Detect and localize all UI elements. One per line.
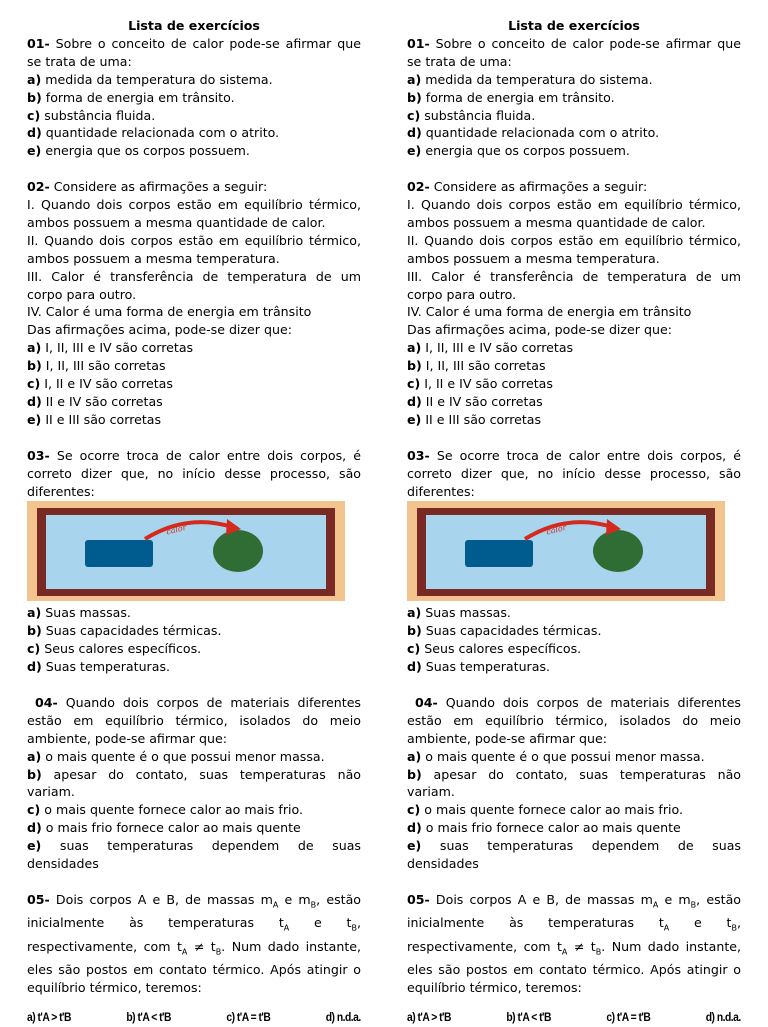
q2-option-a-letter: a) xyxy=(27,340,42,356)
q1-stem-copy: Sobre o conceito de calor pode-se afirmar que se trata de uma: xyxy=(407,35,741,69)
q4-option-c-copy: o mais quente fornece calor ao mais frio. xyxy=(420,802,683,818)
q2-option-d-letter-copy: d) xyxy=(407,394,422,410)
heat-label: calor xyxy=(165,523,188,537)
q4-option-a-letter: a) xyxy=(27,748,42,764)
q5-stem-5: , respectivamente, com t xyxy=(27,915,361,954)
heat-arrow-icon xyxy=(27,501,345,601)
q5-sub-a: A xyxy=(272,900,279,910)
heat-arrow-icon-copy xyxy=(407,501,725,601)
q3-option-a-copy: Suas massas. xyxy=(421,605,511,621)
q5-sub-a2-copy: A xyxy=(663,923,670,933)
q3-option-a-letter: a) xyxy=(27,605,42,621)
q2-stem: Considere as afirmações a seguir: xyxy=(49,179,268,195)
q3-option-d: Suas temperaturas. xyxy=(41,659,171,675)
q1-option-a: medida da temperatura do sistema. xyxy=(41,71,273,87)
q1-option-c-letter: c) xyxy=(27,107,41,123)
q4-number-copy: 04- xyxy=(414,694,438,710)
q5-sub-b2: B xyxy=(351,923,357,933)
q3-option-a-letter-copy: a) xyxy=(407,605,422,621)
q5-answer-b: b) t'A < t'B xyxy=(126,1009,171,1024)
q4-option-c-letter: c) xyxy=(27,802,41,818)
q2-option-c-letter-copy: c) xyxy=(407,376,421,392)
heat-transfer-figure-copy xyxy=(407,501,725,601)
q3-number: 03- xyxy=(27,447,50,463)
q1-option-c-letter-copy: c) xyxy=(407,107,421,123)
q3-option-c-letter-copy: c) xyxy=(407,641,421,657)
q4-option-e: suas temperaturas dependem de suas densidades xyxy=(27,838,361,872)
q1-option-a-letter-copy: a) xyxy=(407,71,422,87)
q5-sub-a3: A xyxy=(181,947,188,957)
q1-option-e-letter: e) xyxy=(27,143,42,159)
q5-answer-c: c) t'A = t'B xyxy=(226,1009,271,1024)
q2-statement-4-copy: IV. Calor é uma forma de energia em trânsito xyxy=(407,304,692,320)
q1-option-b-copy: forma de energia em trânsito. xyxy=(421,89,615,105)
q4-option-e-letter-copy: e) xyxy=(407,838,422,854)
q2-option-a-letter-copy: a) xyxy=(407,340,422,356)
q4-option-b-letter: b) xyxy=(27,766,42,782)
question-1-copy xyxy=(407,35,741,160)
q5-stem-3-copy: , estão inicialmente às temperaturas t xyxy=(407,891,741,931)
q1-option-e-copy: energia que os corpos possuem. xyxy=(421,143,630,159)
q3-option-a: Suas massas. xyxy=(41,605,131,621)
q4-option-d: o mais frio fornece calor ao mais quente xyxy=(41,820,301,836)
q2-statement-2: II. Quando dois corpos estão em equilíbrio térmico, ambos possuem a mesma temperatura. xyxy=(27,232,361,266)
q5-sub-a3-copy: A xyxy=(561,947,568,957)
q3-option-b-copy: Suas capacidades térmicas. xyxy=(421,623,602,639)
q5-sub-b2-copy: B xyxy=(731,923,737,933)
q5-sub-a-copy: A xyxy=(652,900,659,910)
q2-option-b: I, II, III são corretas xyxy=(41,358,166,374)
q5-answer-a: a) t'A > t'B xyxy=(27,1009,71,1024)
q5-number-copy: 05- xyxy=(407,891,430,907)
q4-option-d-letter-copy: d) xyxy=(407,820,422,836)
q1-option-e: energia que os corpos possuem. xyxy=(41,143,250,159)
q5-stem-6-copy: ≠ t xyxy=(567,938,596,954)
q1-option-e-letter-copy: e) xyxy=(407,143,422,159)
q5-stem-1: Dois corpos A e B, de massas m xyxy=(49,891,273,907)
q1-stem: Sobre o conceito de calor pode-se afirmar que se trata de uma: xyxy=(27,35,361,69)
q3-stem-copy: Se ocorre troca de calor entre dois corpos, é correto dizer que, no início desse processo, são diferentes: xyxy=(407,447,741,499)
q1-option-d: quantidade relacionada com o atrito. xyxy=(41,125,280,141)
q5-stem-6: ≠ t xyxy=(187,938,216,954)
q1-option-a-copy: medida da temperatura do sistema. xyxy=(421,71,653,87)
q4-option-d-letter: d) xyxy=(27,820,42,836)
q3-option-b-letter-copy: b) xyxy=(407,623,422,639)
q4-option-d-copy: o mais frio fornece calor ao mais quente xyxy=(421,820,681,836)
question-3-copy xyxy=(407,447,741,676)
q5-stem-4: e t xyxy=(289,915,352,931)
list-title-copy: Lista de exercícios xyxy=(508,18,640,33)
q2-option-e: II e III são corretas xyxy=(41,411,162,427)
q1-option-b: forma de energia em trânsito. xyxy=(41,89,235,105)
q4-number: 04- xyxy=(34,694,58,710)
q2-option-e-letter: e) xyxy=(27,411,42,427)
q1-option-d-copy: quantidade relacionada com o atrito. xyxy=(421,125,660,141)
q5-number: 05- xyxy=(27,891,50,907)
heat-transfer-figure xyxy=(27,501,345,601)
q4-option-a-copy: o mais quente é o que possui menor massa. xyxy=(421,748,705,764)
q4-option-e-letter: e) xyxy=(27,838,42,854)
q5-sub-b: B xyxy=(310,900,317,910)
q2-option-d-letter: d) xyxy=(27,394,42,410)
q2-statement-1: I. Quando dois corpos estão em equilíbrio térmico, ambos possuem a mesma quantidade de calor. xyxy=(27,197,361,230)
q2-option-a-copy: I, II, III e IV são corretas xyxy=(421,340,574,356)
question-5 xyxy=(27,891,361,1027)
q2-option-b-letter: b) xyxy=(27,358,42,374)
q5-sub-b-copy: B xyxy=(690,900,697,910)
question-3 xyxy=(27,447,361,676)
q5-stem-2-copy: e m xyxy=(658,891,691,907)
q2-number-copy: 02- xyxy=(407,179,430,195)
q3-option-b: Suas capacidades térmicas. xyxy=(41,623,222,639)
q1-option-c-copy: substância fluida. xyxy=(420,107,536,123)
question-2 xyxy=(27,178,361,429)
q2-option-c: I, II e IV são corretas xyxy=(40,376,173,392)
q2-statement-2-copy: II. Quando dois corpos estão em equilíbrio térmico, ambos possuem a mesma temperatura. xyxy=(407,232,741,266)
q2-option-b-letter-copy: b) xyxy=(407,358,422,374)
q2-option-a: I, II, III e IV são corretas xyxy=(41,340,194,356)
q4-option-a-letter-copy: a) xyxy=(407,748,422,764)
q1-option-b-letter: b) xyxy=(27,89,42,105)
q4-option-c: o mais quente fornece calor ao mais frio. xyxy=(40,802,303,818)
q5-stem-4-copy: e t xyxy=(669,915,732,931)
q2-statement-3-copy: III. Calor é transferência de temperatura de um corpo para outro. xyxy=(407,268,741,302)
right-column xyxy=(407,17,741,1027)
q5-answer-b-copy: b) t'A < t'B xyxy=(506,1009,551,1024)
q3-option-d-letter-copy: d) xyxy=(407,659,422,675)
q5-answers xyxy=(27,1009,361,1027)
q5-stem-3: , estão inicialmente às temperaturas t xyxy=(27,891,361,931)
q2-prompt-copy: Das afirmações acima, pode-se dizer que: xyxy=(407,322,672,338)
q5-answer-d-copy: d) n.d.a. xyxy=(705,1009,741,1024)
q5-answer-d: d) n.d.a. xyxy=(325,1009,361,1024)
q5-sub-b3: B xyxy=(215,947,222,957)
question-4 xyxy=(27,694,361,873)
q3-option-b-letter: b) xyxy=(27,623,42,639)
question-4-copy xyxy=(407,694,741,873)
q1-option-c: substância fluida. xyxy=(40,107,156,123)
q1-option-d-letter: d) xyxy=(27,125,42,141)
q5-sub-b3-copy: B xyxy=(595,947,602,957)
q5-answers-copy xyxy=(407,1009,741,1027)
q2-option-d-copy: II e IV são corretas xyxy=(421,394,543,410)
q3-option-c-letter: c) xyxy=(27,641,41,657)
q2-option-d: II e IV são corretas xyxy=(41,394,163,410)
q2-prompt: Das afirmações acima, pode-se dizer que: xyxy=(27,322,292,338)
q4-option-b: apesar do contato, suas temperaturas não variam. xyxy=(27,766,361,800)
heat-label-copy: calor xyxy=(545,523,568,537)
left-column xyxy=(27,17,361,1027)
q2-statement-3: III. Calor é transferência de temperatura de um corpo para outro. xyxy=(27,268,361,302)
q3-option-c-copy: Seus calores específicos. xyxy=(420,641,582,657)
q5-stem-5-copy: , respectivamente, com t xyxy=(407,915,741,954)
q2-statement-1-copy: I. Quando dois corpos estão em equilíbrio térmico, ambos possuem a mesma quantidade de calor. xyxy=(407,197,741,230)
q3-option-d-letter: d) xyxy=(27,659,42,675)
q4-option-b-copy: apesar do contato, suas temperaturas não variam. xyxy=(407,766,741,800)
q2-stem-copy: Considere as afirmações a seguir: xyxy=(429,179,648,195)
q4-stem-copy: Quando dois corpos de materiais diferentes estão em equilíbrio térmico, isolados do meio ambiente, pode-se afirmar que: xyxy=(407,694,741,746)
q4-option-b-letter-copy: b) xyxy=(407,766,422,782)
q4-option-c-letter-copy: c) xyxy=(407,802,421,818)
q5-sub-a2: A xyxy=(283,923,290,933)
q1-option-d-letter-copy: d) xyxy=(407,125,422,141)
list-title: Lista de exercícios xyxy=(128,18,260,33)
question-2-copy xyxy=(407,178,741,429)
q5-stem-7: . Num dado instante, eles são postos em contato térmico. Após atingir o equilíbrio térmico, teremos: xyxy=(27,938,362,996)
q5-stem-7-copy: . Num dado instante, eles são postos em contato térmico. Após atingir o equilíbrio térmico, teremos: xyxy=(407,938,742,996)
q3-stem: Se ocorre troca de calor entre dois corpos, é correto dizer que, no início desse processo, são diferentes: xyxy=(27,447,361,499)
q5-answer-c-copy: c) t'A = t'B xyxy=(606,1009,651,1024)
q4-option-e-copy: suas temperaturas dependem de suas densidades xyxy=(407,838,741,872)
q2-number: 02- xyxy=(27,179,50,195)
q3-option-d-copy: Suas temperaturas. xyxy=(421,659,551,675)
q1-number: 01- xyxy=(27,35,50,51)
q2-option-c-copy: I, II e IV são corretas xyxy=(420,376,553,392)
q3-option-c: Seus calores específicos. xyxy=(40,641,202,657)
q1-option-b-letter-copy: b) xyxy=(407,89,422,105)
q5-answer-a-copy: a) t'A > t'B xyxy=(407,1009,451,1024)
question-5-copy xyxy=(407,891,741,1027)
q5-stem-1-copy: Dois corpos A e B, de massas m xyxy=(429,891,653,907)
q2-statement-4: IV. Calor é uma forma de energia em trânsito xyxy=(27,304,312,320)
q4-stem: Quando dois corpos de materiais diferentes estão em equilíbrio térmico, isolados do meio ambiente, pode-se afirmar que: xyxy=(27,694,361,746)
q3-number-copy: 03- xyxy=(407,447,430,463)
q4-option-a: o mais quente é o que possui menor massa. xyxy=(41,748,325,764)
q1-number-copy: 01- xyxy=(407,35,430,51)
q5-stem-2: e m xyxy=(278,891,311,907)
q2-option-e-letter-copy: e) xyxy=(407,411,422,427)
q2-option-e-copy: II e III são corretas xyxy=(421,411,542,427)
q1-option-a-letter: a) xyxy=(27,71,42,87)
q2-option-c-letter: c) xyxy=(27,376,41,392)
question-1 xyxy=(27,35,361,160)
q2-option-b-copy: I, II, III são corretas xyxy=(421,358,546,374)
